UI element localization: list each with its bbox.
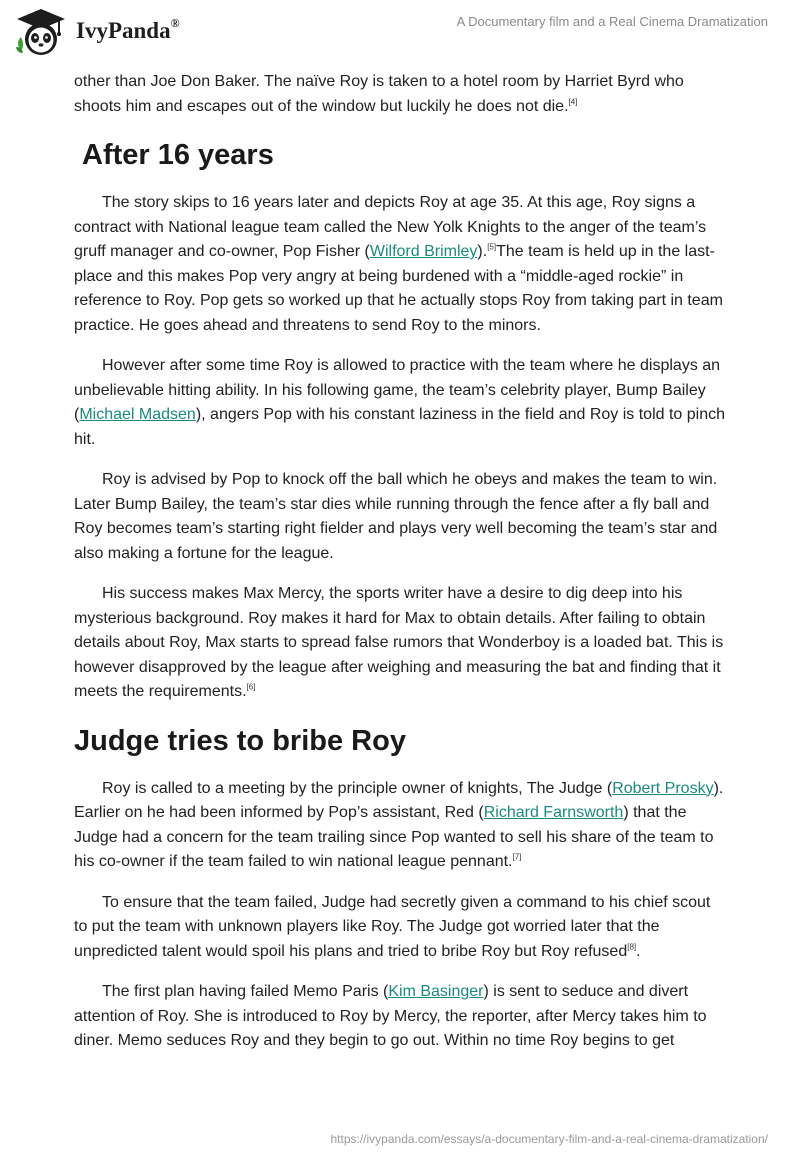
section-heading: Judge tries to bribe Roy	[74, 724, 406, 757]
ivypanda-logo[interactable]	[13, 7, 203, 59]
paragraph: To ensure that the team failed, Judge had secretly given a command to his chief scout to put the team with unknown players like Roy. The Judge got worried later that the unpredicted talent would spoil his plans and tried to bribe Roy but Roy refused[8].	[74, 893, 711, 960]
section-heading: After 16 years	[82, 139, 274, 171]
footnote-ref[interactable]: [7]	[512, 852, 522, 862]
paragraph: other than Joe Don Baker. The naïve Roy is taken to a hotel room by Harriet Byrd who shoots him and escapes out of the window but luckily he does not die.[4]	[74, 73, 684, 115]
paragraph: The first plan having failed Memo Paris (Kim Basinger) is sent to seduce and divert attention of Roy. She is introduced to Roy by Mercy, the reporter, after Mercy takes him to diner. Memo seduces Roy and they begin to go out. Within no time Roy begins to get	[74, 983, 707, 1049]
paragraph: The story skips to 16 years later and depicts Roy at age 35. At this age, Roy signs a contract with National league team called the New Yolk Knights to the anger of the team’s gruff manager and co-owner, Pop Fisher (Wilford Brimley).[5]The team is held up in the last-place and this makes Pop very angry at being burdened with a “middle-aged rockie” in reference to Roy. Pop gets so worked up that he actually stops Roy from taking part in team practice. He goes ahead and threatens to send Roy to the minors.	[74, 194, 723, 334]
paragraph: Roy is advised by Pop to knock off the ball which he obeys and makes the team to win. Later Bump Bailey, the team’s star dies while running through the fence after a fly ball and Roy becomes team’s starting right fielder and plays very well becoming the team’s star and also making a fortune for the league.	[74, 471, 718, 562]
footnote-ref[interactable]: [6]	[246, 682, 256, 692]
footnote-ref[interactable]: [8]	[627, 942, 637, 952]
paragraph: Roy is called to a meeting by the principle owner of knights, The Judge (Robert Prosky). Earlier on he had been informed by Pop’s assistant, Red (Richard Farnsworth) that the Judge had a concern for the team trailing since Pop wanted to sell his share of the team to his co-owner if the team failed to win national league pennant.[7]	[74, 779, 724, 870]
actor-link[interactable]: Wilford Brimley	[369, 243, 478, 260]
document-title: A Documentary film and a Real Cinema Dramatization	[456, 14, 768, 29]
actor-link[interactable]: Richard Farnsworth	[483, 804, 624, 821]
paragraph: However after some time Roy is allowed to practice with the team where he displays an unbelievable hitting ability. In his following game, the team’s celebrity player, Bump Bailey (Michael Madsen), angers Pop with his constant laziness in the field and Roy is told to pinch hit.	[74, 357, 726, 448]
footnote-ref[interactable]: [5]	[487, 242, 497, 252]
panda-graduate-icon	[13, 7, 69, 57]
actor-link[interactable]: Michael Madsen	[79, 406, 196, 423]
actor-link[interactable]: Kim Basinger	[388, 983, 484, 1000]
brand-name: IvyPanda®	[76, 16, 180, 43]
paragraph: His success makes Max Mercy, the sports writer have a desire to dig deep into his mysterious background. Roy makes it hard for Max to obtain details. After failing to obtain details about Roy, Max starts to spread false rumors that Wonderboy is a loaded bat. This is however disapproved by the league after weighing and measuring the bat and finding that it meets the requirements.[6]	[74, 585, 724, 700]
essay-body	[74, 70, 726, 1070]
source-url[interactable]: https://ivypanda.com/essays/a-documentary-film-and-a-real-cinema-dramatization/	[330, 1132, 768, 1146]
footnote-ref[interactable]: [4]	[568, 97, 578, 107]
actor-link[interactable]: Robert Prosky	[612, 779, 714, 797]
page-header	[0, 0, 800, 64]
